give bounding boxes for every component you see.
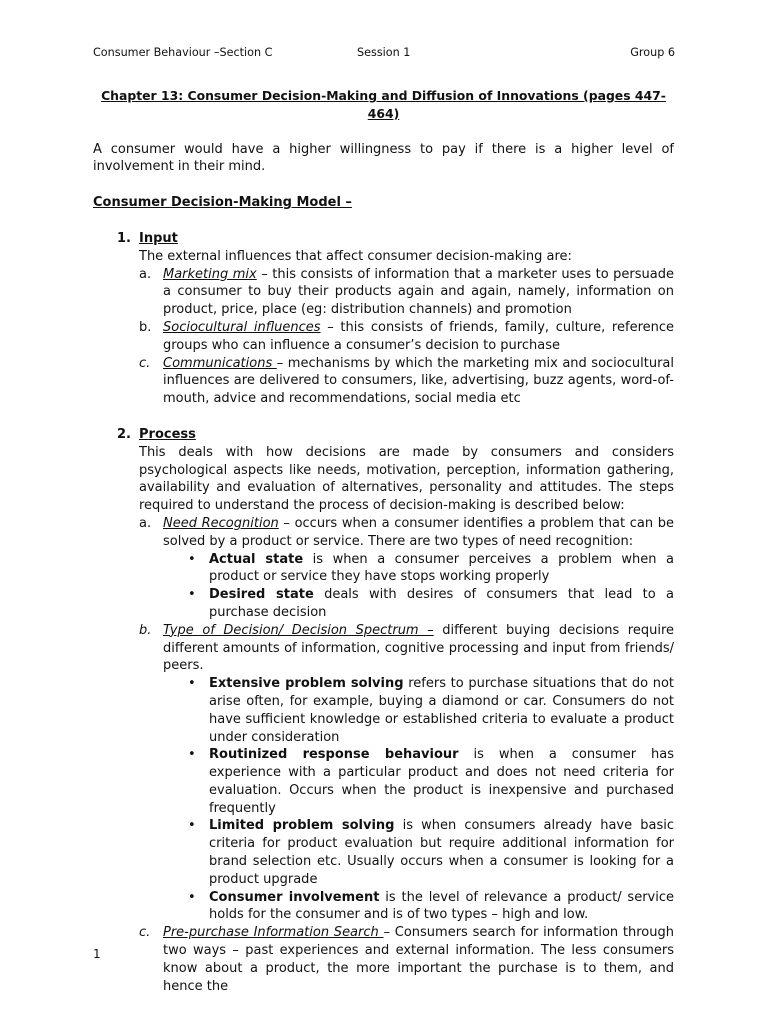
bullet-term: Desired state [209,587,314,603]
bullet-item [163,817,674,888]
item-letter: b. [139,622,152,638]
bullet-icon: • [188,818,196,834]
list-item [139,355,674,408]
bullet-item [163,889,674,925]
item-term: Need Recognition [163,515,279,531]
decision-spectrum-bullets [163,675,674,924]
item-letter: b. [139,319,152,335]
header-course: Consumer Behaviour –Section C [93,46,273,59]
bullet-text: is when a consumer has experience with a particular product and does not need criteria for evaluation. Occurs when the product is inexpensive and purchased frequently [209,747,674,816]
bullet-text: is when consumers already have basic criteria for product evaluation but require additional information for brand selection etc. Usually occurs when a consumer is looking for a product upgrade [209,818,674,887]
header-group: Group 6 [630,46,675,59]
item-term: Pre-purchase Information Search [163,925,384,941]
item-letter: c. [139,925,151,941]
bullet-term: Routinized response behaviour [209,747,459,763]
bullet-icon: • [188,747,196,763]
list-item [139,515,674,622]
bullet-icon: • [188,889,196,905]
chapter-title: Chapter 13: Consumer Decision-Making and Diffusion of Innovations (pages 447- 464) [101,88,666,121]
page-number: 1 [93,947,101,961]
model-heading: Consumer Decision-Making Model – [93,195,352,211]
item-text: – this consists of friends, family, culture, reference groups who can influence a consumer’s decision to purchase [163,319,675,353]
bullet-term: Consumer involvement [209,889,380,905]
item-term: Marketing mix [163,266,257,282]
item-term: Sociocultural influences [163,319,321,335]
list-item [139,924,674,995]
header-session: Session 1 [357,46,411,59]
item-text: – mechanisms by which the marketing mix and sociocultural influences are delivered to consumers, like, advertising, buzz agents, word-of-mouth, advice and recommendations, social media etc [163,355,674,407]
step-lead: The external influences that affect consumer decision-making are: [139,248,572,264]
need-recognition-bullets [163,551,674,622]
step-input [93,230,674,408]
item-letter: c. [139,355,151,371]
step-heading: Process [139,426,196,442]
page-body [93,87,674,995]
bullet-term: Actual state [209,551,304,567]
step-number: 2. [117,426,131,442]
bullet-icon: • [188,551,196,567]
item-term: Communications [163,355,277,371]
list-item [139,266,674,319]
input-influences-list [139,266,674,408]
page-header [93,44,675,62]
process-steps-list [139,515,674,996]
bullet-item [163,551,674,587]
item-term: Type of Decision/ Decision Spectrum – [163,622,434,638]
bullet-text: is the level of relevance a product/ service holds for the consumer and is of two types – high and low. [209,889,674,923]
step-process [93,426,674,996]
item-text: – occurs when a consumer identifies a problem that can be solved by a product or service. There are two types of need recognition: [163,515,674,549]
bullet-item [163,746,674,817]
bullet-term: Limited problem solving [209,818,395,834]
bullet-icon: • [188,676,196,692]
item-text: different buying decisions require different amounts of information, cognitive processing and input from friends/ peers. [163,622,675,674]
bullet-text: deals with desires of consumers that lead to a purchase decision [209,587,674,620]
item-letter: a. [139,515,152,531]
item-letter: a. [139,266,152,282]
bullet-term: Extensive problem solving [209,676,404,692]
list-item [139,319,674,355]
item-text: – this consists of information that a marketer uses to persuade a consumer to buy their products again and again, namely, information on product, price, place (eg: distribution channels) and promotion [163,266,674,318]
step-lead: This deals with how decisions are made by consumers and considers psychological aspects like needs, motivation, perception, information gathering, availability and evaluation of alternatives, personality and attitudes. The steps required to understand the process of decision-making is described below: [139,444,674,514]
bullet-item [163,586,674,622]
model-steps-list [93,230,674,995]
bullet-item [163,675,674,746]
item-text: – Consumers search for information through two ways – past experiences and external information. The less consumers know about a product, the more important the purchase is to them, and hence the [163,925,674,994]
list-item [139,622,674,925]
step-number: 1. [117,230,131,246]
bullet-text: refers to purchase situations that do not arise often, for example, buying a diamond or car. Consumers do not have sufficient knowledge or established criteria to evaluate a product under consideration [209,676,674,745]
intro-paragraph: A consumer would have a higher willingness to pay if there is a higher level of involvement in their mind. [93,141,674,175]
bullet-text: is when a consumer perceives a problem when a product or service they have stops working properly [209,551,675,585]
step-heading: Input [139,230,178,246]
bullet-icon: • [188,587,196,603]
